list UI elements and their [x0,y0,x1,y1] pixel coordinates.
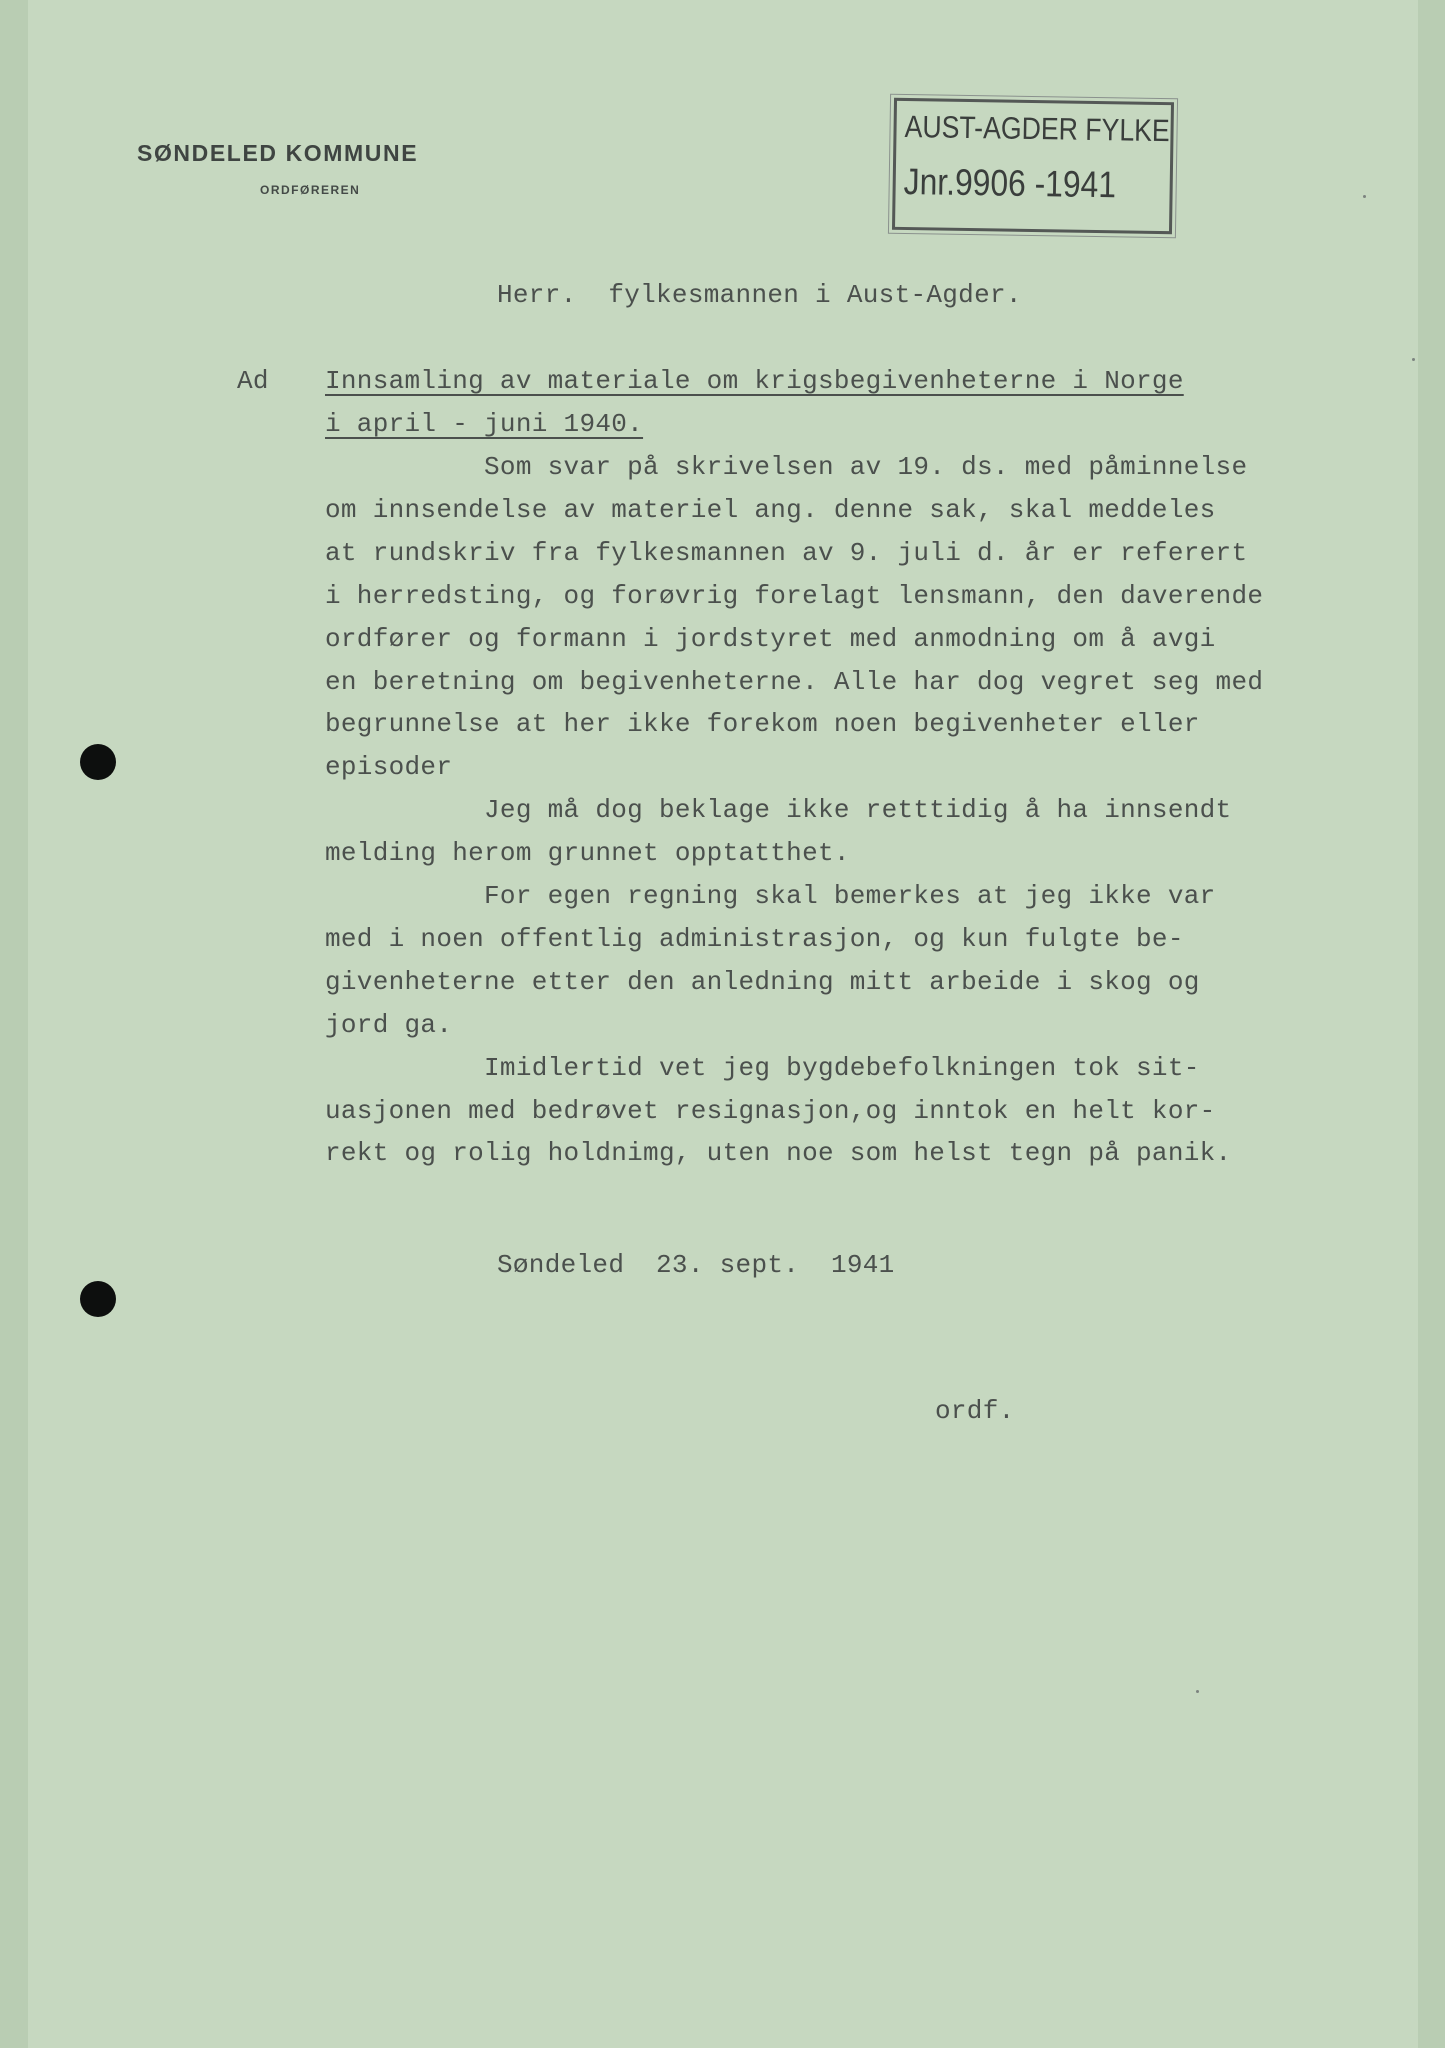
body-line: en beretning om begivenheterne. Alle har dog vegret seg med [325,666,1264,697]
signature: ordf. [935,1396,1015,1426]
punch-hole-lower [80,1281,116,1317]
stamp-county: AUST-AGDER FYLKE [904,108,1171,149]
body-line: uasjonen med bedrøvet resignasjon,og inntok en helt kor- [325,1095,1216,1126]
body-line: jord ga. [325,1009,453,1040]
body-line: episoder [325,752,453,783]
addressee-line: Herr. fylkesmannen i Aust-Agder. [497,280,1022,310]
subject-prefix: Ad [237,366,269,396]
body-line: rekt og rolig holdnimg, uten noe som helst tegn på panik. [325,1138,1232,1169]
organization-subtitle: ORDFØREREN [260,183,361,197]
body-line: i herredsting, og forøvrig forelagt lensmann, den daverende [325,580,1264,611]
body-line: givenheterne etter den anledning mitt arbeide i skog og [325,966,1200,997]
body-line: med i noen offentlig administrasjon, og kun fulgte be- [325,923,1184,954]
paper-speck [1363,195,1366,198]
body-line: ordfører og formann i jordstyret med anmodning om å avgi [325,623,1216,654]
body-line: Jeg må dog beklage ikke retttidig å ha innsendt [325,795,1232,826]
journal-stamp [892,98,1174,234]
stamp-journal-number: Jnr.9906 -1941 [903,160,1117,206]
paper-speck [1196,1690,1199,1693]
body-line: melding herom grunnet opptatthet. [325,838,850,869]
body-line: Som svar på skrivelsen av 19. ds. med påminnelse [325,452,1248,482]
subject-line-2: i april - juni 1940. [325,409,644,439]
body-line: For egen regning skal bemerkes at jeg ikke var [325,881,1216,911]
body-line: begrunnelse at her ikke forekom noen begivenheter eller [325,709,1200,740]
place-date: Søndeled 23. sept. 1941 [497,1250,895,1280]
subject-line-1: Innsamling av materiale om krigsbegivenheterne i Norge [325,366,1184,396]
body-line: om innsendelse av materiel ang. denne sak, skal meddeles [325,494,1216,525]
organization-name: SØNDELED KOMMUNE [137,140,419,166]
paper-speck [1412,358,1415,361]
letterhead [137,140,418,197]
body-line: Imidlertid vet jeg bygdebefolkningen tok sit- [325,1052,1200,1083]
body-line: at rundskriv fra fylkesmannen av 9. juli d. år er referert [325,537,1248,568]
punch-hole-upper [80,744,116,780]
